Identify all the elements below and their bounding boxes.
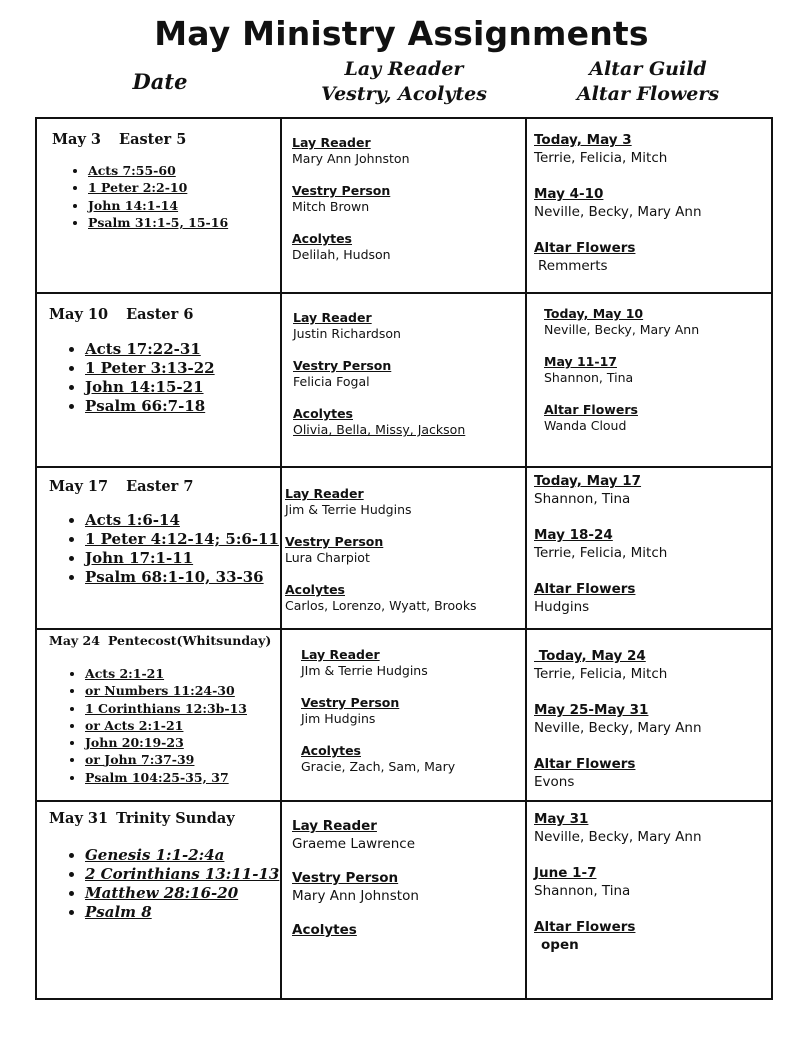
altar-guild-week-names: Shannon, Tina (534, 883, 631, 899)
altar-guild-today-names: Neville, Becky, Mary Ann (544, 322, 700, 337)
header-altar-guild: Altar Guild (589, 58, 707, 80)
altar-guild-today-names: Terrie, Felicia, Mitch (534, 666, 668, 682)
vestry-name: Jim Hudgins (301, 711, 376, 726)
liturgical-day: Easter 7 (126, 478, 194, 495)
vestry-label: Vestry Person (293, 358, 392, 373)
reading-item: • Psalm 68:1-10, 33-36 (85, 568, 280, 587)
lay-reader-label: Lay Reader (293, 310, 372, 325)
week-row (36, 293, 772, 467)
reading-item: • John 14:15-21 (85, 378, 280, 397)
altar-cell (526, 629, 772, 801)
altar-guild-today-label: Today, May 3 (534, 132, 632, 148)
altar-flowers-name: Remmerts (538, 258, 608, 274)
altar-guild-today-label: May 31 (534, 811, 589, 827)
altar-guild-week-label: May 18-24 (534, 527, 613, 543)
reading-item: • Acts 7:55-60 (88, 162, 280, 179)
sunday-date: May 24 (49, 633, 100, 648)
reading-item: • Psalm 8 (85, 903, 280, 922)
altar-guild-today-label: Today, May 17 (534, 473, 642, 489)
acolytes-label: Acolytes (285, 582, 345, 597)
date-line (49, 810, 280, 827)
readings-list (49, 511, 280, 587)
liturgical-day: Easter 5 (119, 131, 187, 148)
lay-reader-label: Lay Reader (292, 135, 371, 150)
column-header-altar (526, 57, 770, 107)
lay-reader-name: Justin Richardson (293, 326, 401, 341)
assignments-table (35, 117, 773, 1000)
altar-cell (526, 293, 772, 467)
ministers-cell (281, 293, 526, 467)
date-line (49, 478, 280, 495)
altar-flowers-label: Altar Flowers (534, 581, 636, 597)
acolytes-names: Gracie, Zach, Sam, Mary (301, 759, 456, 774)
altar-guild-today-names: Neville, Becky, Mary Ann (534, 829, 702, 845)
lay-reader-label: Lay Reader (292, 818, 377, 834)
reading-item: • Acts 2:1-21 (85, 665, 280, 682)
readings-list (49, 340, 280, 416)
vestry-name: Lura Charpiot (285, 550, 370, 565)
reading-item: • John 14:1-14 (88, 197, 280, 214)
vestry-label: Vestry Person (292, 183, 391, 198)
lay-reader-name: Graeme Lawrence (292, 836, 416, 852)
reading-item: • Psalm 66:7-18 (85, 397, 280, 416)
acolytes-label: Acolytes (293, 406, 353, 421)
vestry-label: Vestry Person (285, 534, 384, 549)
reading-item: • Psalm 104:25-35, 37 (85, 769, 280, 786)
vestry-label: Vestry Person (301, 695, 400, 710)
reading-item: • Matthew 28:16-20 (85, 884, 280, 903)
altar-guild-today-label: Today, May 24 (534, 648, 646, 664)
altar-guild-week-label: May 25-May 31 (534, 702, 649, 718)
acolytes-names: Carlos, Lorenzo, Wyatt, Brooks (285, 598, 477, 613)
sunday-date: May 31 (49, 810, 109, 827)
altar-flowers-label: Altar Flowers (534, 240, 636, 256)
vestry-name: Mary Ann Johnston (292, 888, 419, 904)
vestry-name: Mitch Brown (292, 199, 370, 214)
altar-flowers-name: open (541, 937, 579, 953)
header-altar-flowers: Altar Flowers (576, 83, 720, 105)
altar-cell (526, 801, 772, 999)
altar-flowers-name: Wanda Cloud (544, 418, 627, 433)
readings-list (49, 665, 280, 786)
reading-item: • Acts 17:22-31 (85, 340, 280, 359)
acolytes-label: Acolytes (292, 922, 357, 938)
reading-item: • 1 Corinthians 12:3b-13 (85, 700, 280, 717)
reading-item: • or Numbers 11:24-30 (85, 682, 280, 699)
reading-item: • 1 Peter 3:13-22 (85, 359, 280, 378)
altar-guild-week-label: June 1-7 (534, 865, 597, 881)
week-row (36, 801, 772, 999)
altar-guild-week-label: May 4-10 (534, 186, 604, 202)
altar-guild-week-names: Shannon, Tina (544, 370, 634, 385)
week-row (36, 629, 772, 801)
altar-guild-today-names: Terrie, Felicia, Mitch (534, 150, 668, 166)
date-line (49, 306, 280, 323)
vestry-name: Felicia Fogal (293, 374, 370, 389)
reading-item: • or John 7:37-39 (85, 751, 280, 768)
date-line (52, 131, 280, 148)
sunday-date: May 3 (52, 131, 102, 148)
lay-reader-name: JIm & Terrie Hudgins (301, 663, 428, 678)
acolytes-names: Delilah, Hudson (292, 247, 391, 262)
date-line (49, 633, 280, 648)
reading-item: • Acts 1:6-14 (85, 511, 280, 530)
week-row (36, 467, 772, 629)
week-row (36, 118, 772, 293)
reading-item: • Genesis 1:1-2:4a (85, 846, 280, 865)
altar-flowers-name: Hudgins (534, 599, 590, 615)
liturgical-day: Easter 6 (126, 306, 194, 323)
date-cell (36, 293, 281, 467)
altar-flowers-label: Altar Flowers (534, 919, 636, 935)
altar-cell (526, 118, 772, 293)
altar-guild-week-label: May 11-17 (544, 354, 617, 369)
altar-flowers-name: Evons (534, 774, 575, 790)
altar-guild-week-names: Neville, Becky, Mary Ann (534, 720, 702, 736)
ministers-cell (281, 467, 526, 629)
altar-flowers-label: Altar Flowers (534, 756, 636, 772)
reading-item: • John 17:1-11 (85, 549, 280, 568)
date-cell (36, 467, 281, 629)
reading-item: • John 20:19-23 (85, 734, 280, 751)
column-header-date: Date (132, 69, 188, 94)
reading-item: • 2 Corinthians 13:11-13 (85, 865, 280, 884)
reading-item: • 1 Peter 2:2-10 (88, 179, 280, 196)
altar-guild-week-names: Neville, Becky, Mary Ann (534, 204, 702, 220)
acolytes-names: Olivia, Bella, Missy, Jackson (293, 422, 466, 437)
date-cell (36, 629, 281, 801)
lay-reader-name: Mary Ann Johnston (292, 151, 410, 166)
lay-reader-label: Lay Reader (285, 486, 364, 501)
page-title: May Ministry Assignments (154, 14, 649, 53)
reading-item: • or Acts 2:1-21 (85, 717, 280, 734)
ministers-cell (281, 629, 526, 801)
lay-reader-name: Jim & Terrie Hudgins (285, 502, 412, 517)
readings-list (52, 162, 280, 231)
altar-guild-today-names: Shannon, Tina (534, 491, 631, 507)
reading-item: • 1 Peter 4:12-14; 5:6-11 (85, 530, 280, 549)
readings-list (49, 846, 280, 922)
date-cell (36, 118, 281, 293)
altar-guild-today-label: Today, May 10 (544, 306, 644, 321)
column-header-ministers (282, 57, 526, 107)
date-cell (36, 801, 281, 999)
acolytes-label: Acolytes (292, 231, 352, 246)
liturgical-day: Pentecost(Whitsunday) (107, 633, 272, 648)
ministers-cell (281, 801, 526, 999)
sunday-date: May 10 (49, 306, 109, 323)
altar-guild-week-names: Terrie, Felicia, Mitch (534, 545, 668, 561)
altar-cell (526, 467, 772, 629)
liturgical-day: Trinity Sunday (116, 810, 235, 827)
lay-reader-label: Lay Reader (301, 647, 380, 662)
ministers-cell (281, 118, 526, 293)
altar-flowers-label: Altar Flowers (544, 402, 638, 417)
reading-item: • Psalm 31:1-5, 15-16 (88, 214, 280, 231)
header-lay-reader: Lay Reader (344, 58, 464, 80)
acolytes-label: Acolytes (301, 743, 361, 758)
sunday-date: May 17 (49, 478, 109, 495)
vestry-label: Vestry Person (292, 870, 399, 886)
header-vestry-acolytes: Vestry, Acolytes (321, 83, 487, 105)
